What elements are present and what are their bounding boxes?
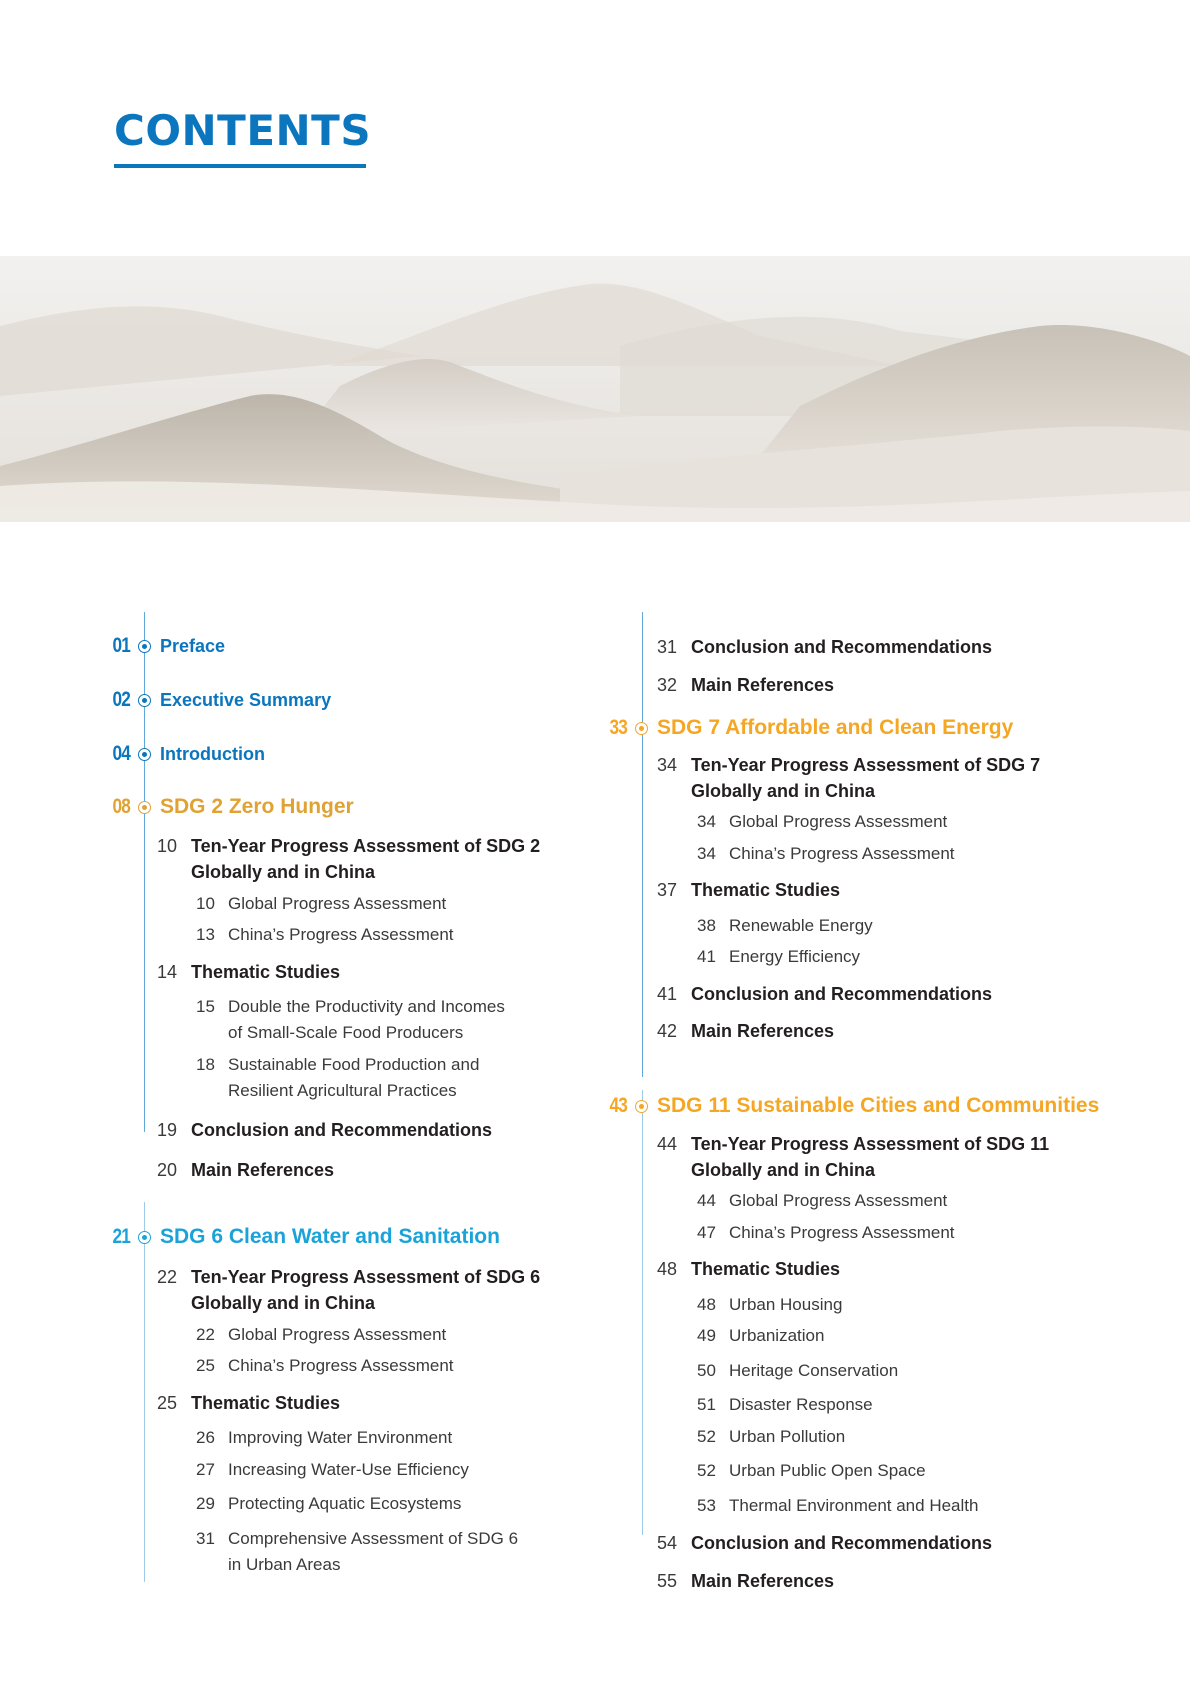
page-number: 01 [112,634,130,657]
bullet-circle-icon [138,640,151,653]
toc-section-introduction[interactable] [106,742,265,766]
toc-subentry[interactable]: 52 Urban Pollution [697,1427,846,1446]
toc-section-sdg7[interactable] [603,716,1013,740]
toc-subentry[interactable]: 41 Energy Efficiency [697,947,861,966]
section-title: SDG 11 Sustainable Cities and Communities [657,1094,1100,1117]
toc-section-sdg11[interactable] [603,1094,1099,1118]
page-title: CONTENTS [114,106,372,155]
toc-subentry[interactable]: 50 Heritage Conservation [697,1361,899,1380]
toc-entry[interactable]: 55 Main References [657,1571,835,1591]
bullet-circle-icon [138,1231,151,1244]
page-number: 33 [609,716,627,739]
page-number: 08 [112,795,130,818]
section-title: Executive Summary [160,689,332,710]
toc-subentry[interactable]: 51 Disaster Response [697,1395,873,1414]
toc-section-sdg6[interactable] [106,1225,500,1249]
toc-entry[interactable]: 41 Conclusion and Recommendations [657,984,993,1004]
page-number: 02 [112,688,130,711]
toc-subentry[interactable]: 48 Urban Housing [697,1295,843,1314]
toc-entry[interactable]: 10 Ten-Year Progress Assessment of SDG 2 Globally and in China [157,836,541,882]
right-column-timeline-line [642,612,643,1077]
toc-entry[interactable]: 20 Main References [157,1160,335,1180]
toc-subentry[interactable]: 49 Urbanization [697,1326,825,1345]
toc-entry[interactable]: 42 Main References [657,1021,835,1041]
toc-entry[interactable]: 48 Thematic Studies [657,1259,841,1279]
toc-subentry[interactable]: 52 Urban Public Open Space [697,1461,926,1480]
bullet-circle-icon [138,694,151,707]
toc-section-executive-summary[interactable] [106,688,331,712]
toc-entry[interactable]: 44 Ten-Year Progress Assessment of SDG 11 Globally and in China [657,1134,1050,1180]
toc-subentry[interactable]: 18 Sustainable Food Production and Resilient Agricultural Practices [196,1055,480,1100]
page-number: 21 [112,1225,130,1248]
toc-entry[interactable]: 34 Ten-Year Progress Assessment of SDG 7 Globally and in China [657,755,1041,801]
bullet-circle-icon [138,801,151,814]
page-number: 04 [112,742,130,765]
toc-section-sdg2[interactable] [106,795,354,819]
bullet-circle-icon [138,748,151,761]
bullet-circle-icon [635,1100,648,1113]
toc-entry[interactable]: 37 Thematic Studies [657,880,841,900]
bullet-circle-icon [635,722,648,735]
toc-subentry[interactable]: 25 China’s Progress Assessment [196,1356,454,1375]
desert-dunes-banner-image [0,256,1190,522]
toc-entry[interactable]: 19 Conclusion and Recommendations [157,1120,493,1140]
toc-section-preface[interactable] [106,634,225,658]
toc-entry[interactable]: 54 Conclusion and Recommendations [657,1533,993,1553]
section-title: SDG 2 Zero Hunger [160,795,354,818]
toc-subentry[interactable]: 10 Global Progress Assessment [196,894,447,913]
toc-entry[interactable]: 25 Thematic Studies [157,1393,341,1413]
toc-subentry[interactable]: 44 Global Progress Assessment [697,1191,948,1210]
section-title: SDG 7 Affordable and Clean Energy [657,716,1014,739]
section-title: SDG 6 Clean Water and Sanitation [160,1225,500,1248]
toc-entry[interactable]: 31 Conclusion and Recommendations [657,637,993,657]
toc-subentry[interactable]: 22 Global Progress Assessment [196,1325,447,1344]
title-underline [114,164,366,168]
toc-subentry[interactable]: 29 Protecting Aquatic Ecosystems [196,1494,462,1513]
toc-subentry[interactable]: 15 Double the Productivity and Incomes of Small-Scale Food Producers [196,997,505,1042]
page-number: 43 [609,1094,627,1117]
toc-entry[interactable]: 14 Thematic Studies [157,962,341,982]
toc-entry[interactable]: 22 Ten-Year Progress Assessment of SDG 6 Globally and in China [157,1267,541,1313]
toc-subentry[interactable]: 53 Thermal Environment and Health [697,1496,979,1515]
section-title: Preface [160,635,226,656]
section-title: Introduction [160,743,265,764]
toc-subentry[interactable]: 38 Renewable Energy [697,916,873,935]
right-column-timeline-line [642,1090,643,1535]
left-column-timeline-line [144,1202,145,1582]
toc-subentry[interactable]: 34 Global Progress Assessment [697,812,948,831]
toc-subentry[interactable]: 27 Increasing Water-Use Efficiency [196,1460,469,1479]
toc-entry[interactable]: 32 Main References [657,675,835,695]
toc-subentry[interactable]: 13 China’s Progress Assessment [196,925,454,944]
toc-subentry[interactable]: 31 Comprehensive Assessment of SDG 6 in Urban Areas [196,1529,519,1574]
toc-subentry[interactable]: 47 China’s Progress Assessment [697,1223,955,1242]
toc-subentry[interactable]: 26 Improving Water Environment [196,1428,453,1447]
toc-subentry[interactable]: 34 China’s Progress Assessment [697,844,955,863]
